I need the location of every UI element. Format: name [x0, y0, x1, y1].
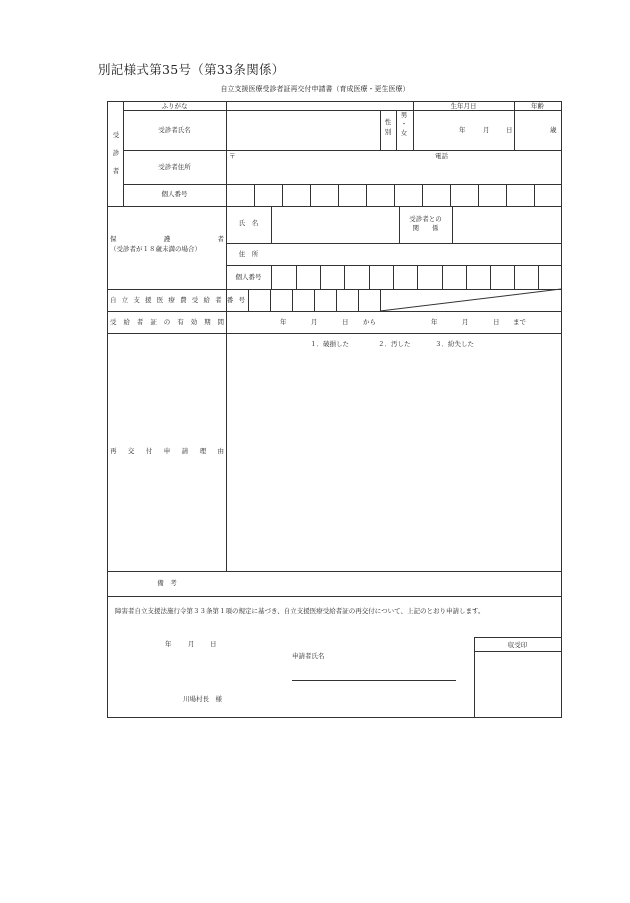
reason-option-damaged[interactable]: １．破損した	[310, 340, 349, 348]
postal-mark: 〒	[229, 152, 236, 160]
reason-label: 再交付申請理由	[110, 447, 224, 455]
recipient-personal-number-label: 個人番号	[161, 190, 188, 198]
gender-female[interactable]: 女	[400, 129, 408, 137]
validity-to-month: 月	[462, 318, 469, 326]
remarks-field[interactable]	[227, 572, 560, 596]
age-label: 年齢	[531, 102, 544, 110]
validity-from-month: 月	[311, 318, 318, 326]
receipt-stamp-box	[475, 652, 561, 717]
guardian-personal-number-label: 個人番号	[235, 273, 262, 281]
dob-label: 生年月日	[450, 102, 477, 110]
dob-day: 日	[506, 126, 513, 134]
dob-month: 月	[483, 126, 490, 134]
validity-from-day: 日	[342, 318, 349, 326]
receipt-stamp-label: 収受印	[507, 641, 528, 649]
validity-from-year: 年	[280, 318, 287, 326]
guardian-address-label: 住 所	[238, 250, 259, 258]
recipient-address-label: 受診者住所	[158, 163, 191, 171]
guardian-personal-number-field[interactable]	[272, 266, 560, 289]
recipient-label-1: 受	[112, 131, 120, 139]
validity-to-day: 日	[493, 318, 500, 326]
date-day: 日	[210, 640, 217, 648]
recipient-personal-number-field[interactable]	[227, 185, 560, 206]
recipient-name-label: 受診者氏名	[158, 126, 191, 134]
reason-option-soiled[interactable]: ２．汚した	[378, 340, 411, 348]
gender-dot: ・	[400, 120, 408, 128]
recipient-address-field[interactable]	[227, 151, 560, 184]
reason-option-lost[interactable]: ３．紛失した	[435, 340, 474, 348]
guardian-address-field[interactable]	[272, 244, 560, 265]
reason-field[interactable]	[227, 352, 560, 570]
furigana-label: ふりがな	[161, 102, 188, 110]
validity-to-year: 年	[431, 318, 438, 326]
applicant-name-label: 申請者氏名	[292, 652, 325, 660]
applicant-name-field[interactable]	[292, 662, 456, 680]
application-form	[107, 101, 562, 718]
form-title: 自立支援医療受診者証再交付申請書（育成医療・更生医療）	[220, 85, 410, 93]
age-unit: 歳	[550, 126, 557, 134]
guardian-relation-label-1: 受診者との	[409, 215, 442, 223]
addressee: 川場村長 様	[183, 695, 222, 703]
cert-number-label: 自立支援医療費受給者番号	[110, 296, 245, 304]
validity-label: 受給者証の有効期間	[110, 318, 224, 326]
phone-label: 電話	[435, 152, 448, 160]
recipient-label-3: 者	[112, 167, 120, 175]
cert-number-field[interactable]	[249, 290, 380, 311]
remarks-label: 備 考	[157, 579, 177, 587]
date-month: 月	[188, 640, 195, 648]
gender-label-2: 別	[384, 128, 392, 136]
dob-year: 年	[459, 126, 466, 134]
guardian-label-note: （受診者が１８歳未満の場合）	[110, 245, 201, 253]
recipient-name-field[interactable]	[227, 111, 379, 150]
guardian-relation-field[interactable]	[453, 207, 560, 243]
validity-to-suffix: まで	[513, 318, 526, 326]
guardian-name-label: 氏 名	[238, 219, 259, 227]
guardian-name-field[interactable]	[272, 207, 398, 243]
gender-male[interactable]: 男	[400, 111, 408, 119]
validity-from-suffix: から	[363, 318, 376, 326]
gender-label-1: 性	[384, 118, 392, 126]
date-year: 年	[165, 640, 172, 648]
guardian-relation-label-2: 関 係	[412, 224, 439, 232]
page-heading: 別記様式第35号（第33条関係）	[98, 62, 285, 77]
application-statement: 障害者自立支援法施行令第３３条第１項の規定に基づき、自立支援医療受給者証の再交付について、上記のとおり申請します。	[115, 607, 485, 615]
guardian-label: 保 護 者	[110, 235, 224, 243]
recipient-label-2: 診	[112, 149, 120, 157]
